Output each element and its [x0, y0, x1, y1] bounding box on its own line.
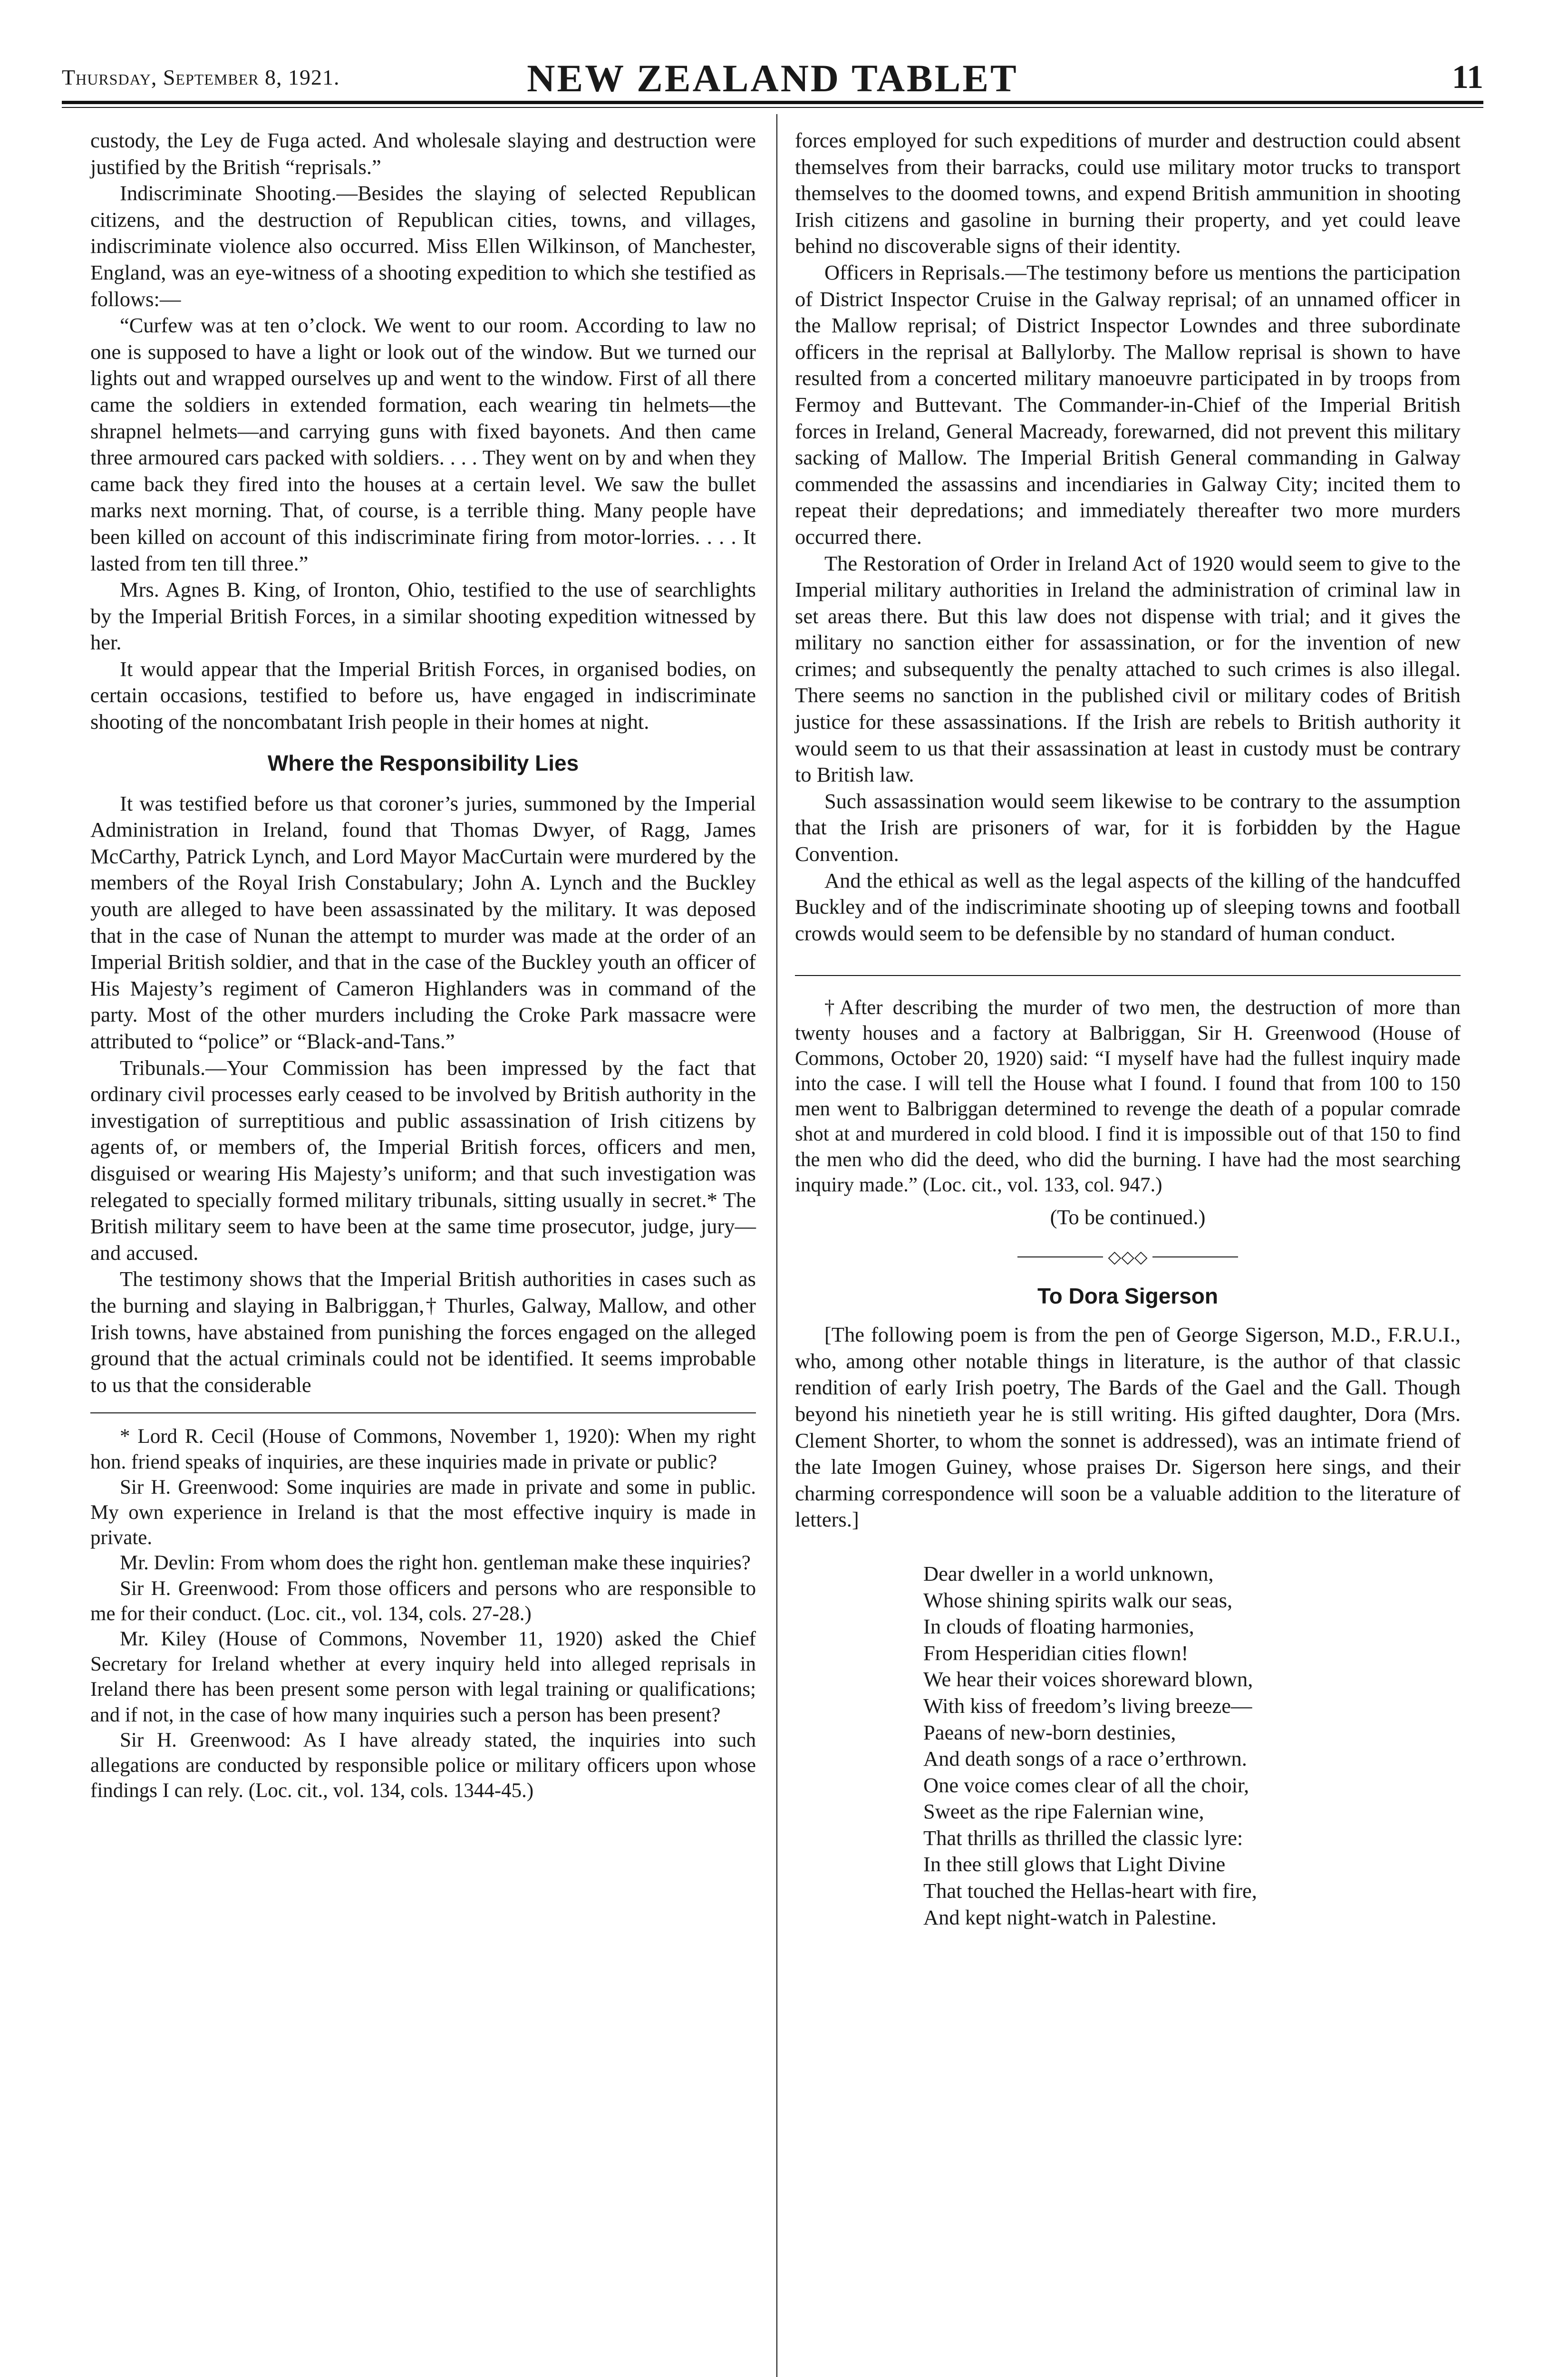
footnote: Mr. Kiley (House of Commons, November 11, 1920) asked the Chief Secretary for Ireland whether at every inquiry held into alleged reprisals in Ireland there has been present some person with legal training or qualifications; and if not, in the case of how many inquiries such a person has been present? — [90, 1627, 756, 1726]
left-paragraph: Mrs. Agnes B. King, of Ironton, Ohio, testified to the use of searchlights by the Imperial British Forces, in a similar shooting expedition witnessed by her. — [90, 578, 756, 655]
footnote: Sir H. Greenwood: As I have already stated, the inquiries into such allegations are conducted by responsible police or military officers upon whose findings I can rely. (Loc. cit., vol. 134, cols. 1344-45.) — [90, 1729, 756, 1802]
right-paragraph: The Restoration of Order in Ireland Act of 1920 would seem to give to the Imperial military authorities in Ireland the administration of criminal law in set areas there. But this law does not dispense with trial; and it gives the military no sanction either for assassination, or for the invention of new crimes; and subsequently the penalty attached to such crimes is also illegal. There seems no sanction in the published civil or military codes of British justice for these assassinations. If the Irish are rebels to British authority it would seem to us that their assassination at least in custody must be contrary to British law. — [795, 551, 1461, 787]
poem-line: In clouds of floating harmonies, — [923, 1614, 1194, 1639]
ornament-line — [1152, 1256, 1238, 1257]
continued-note: (To be continued.) — [1050, 1205, 1206, 1229]
left-paragraph: It was testified before us that coroner’s juries, summoned by the Imperial Administration in Ireland, found that Thomas Dwyer, of Ragg, James McCarthy, Patrick Lynch, and Lord Mayor MacCurtain were murdered by the members of the Royal Irish Constabulary; John A. Lynch and the Buckley youth are alleged to have been assassinated by the military. It was deposed that in the case of Nunan the attempt to murder was made at the order of an Imperial British soldier, and that in the case of the Buckley youth an officer of His Majesty’s regiment of Cameron Highlanders was in command of the party. Most of the other murders including the Croke Park massacre were attributed to “police” or “Black-and-Tans.” — [90, 791, 756, 1053]
quote-paragraph: “Curfew was at ten o’clock. We went to our room. According to law no one is supposed to have a light or look out of the window. But we turned our lights out and wrapped ourselves up and went to the window. First of all there came the soldiers in extended formation, each wearing tin helmets—the shrapnel helmets—and carrying guns with fixed bayonets. And then came three armoured cars packed with soldiers. . . . They went on by and when they came back they fired into the houses at a certain level. We saw the bullet marks next morning. That, of course, is a terrible thing. Many people have been killed on account of this indiscriminate firing from motor-lorries. . . . It lasted from ten till three.” — [90, 313, 756, 575]
ornament-line — [1017, 1256, 1103, 1257]
right-column — [795, 127, 1461, 1931]
ornament-divider — [795, 1242, 1461, 1271]
left-paragraph: Tribunals.—Your Commission has been impressed by the fact that ordinary civil processes early ceased to be involved by British authority in the investigation of surreptitious and public assassination of Irish citizens by agents of, or members of, the Imperial British forces, officers and men, disguised or wearing His Majesty’s uniform; and that such investigation was relegated to specially formed military tribunals, sitting usually in secret.* The British military seem to have been at the same time prosecutor, judge, jury—and accused. — [90, 1055, 756, 1265]
poem-line: We hear their voices shoreward blown, — [923, 1667, 1253, 1691]
masthead — [62, 56, 1483, 99]
footnote-rule — [795, 975, 1461, 976]
right-paragraph: And the ethical as well as the legal aspects of the killing of the handcuffed Buckley and of the indiscriminate shooting up of sleeping towns and football crowds would seem to be defensible by no standard of human conduct. — [795, 868, 1461, 945]
issue-date: Thursday, September 8, 1921. — [62, 65, 340, 89]
poem-intro: [The following poem is from the pen of George Sigerson, M.D., F.R.U.I., who, among other notable things in literature, is the author of that classic rendition of early Irish poetry, The Bards of the Gael and the Gall. Though beyond his ninetieth year he is still writing. His gifted daughter, Dora (Mrs. Clement Shorter, to whom the sonnet is addressed), was an intimate friend of the late Imogen Guiney, whose praises Dr. Sigerson here sings, and their charming correspondence will soon be a valuable addition to the literature of letters.] — [795, 1323, 1461, 1532]
left-paragraph: custody, the Ley de Fuga acted. And wholesale slaying and destruction were justified by the British “reprisals.” — [90, 128, 756, 179]
page-number: 11 — [1452, 59, 1483, 96]
left-paragraph: It would appear that the Imperial British Forces, in organised bodies, on certain occasions, testified to before us, have engaged in indiscriminate shooting of the noncombatant Irish people in their homes at night. — [90, 657, 756, 734]
poem-line: With kiss of freedom’s living breeze— — [923, 1693, 1252, 1718]
header-rule-thick — [62, 101, 1483, 104]
footnote-rule — [90, 1412, 756, 1413]
poem-line: Sweet as the ripe Falernian wine, — [923, 1799, 1204, 1824]
poem-line: And death songs of a race o’erthrown. — [923, 1747, 1247, 1771]
right-paragraph: Officers in Reprisals.—The testimony before us mentions the participation of District Inspector Cruise in the Galway reprisal; of an unnamed officer in the Mallow reprisal; of District Inspector Lowndes and three subordinate officers in the reprisal at Ballylorby. The Mallow reprisal is shown to have resulted from a concerted military manoeuvre participated in by troops from Fermoy and Buttevant. The Commander-in-Chief of the Imperial British forces in Ireland, General Macready, forewarned, did not prevent this military sacking of Mallow. The Imperial British General commanding in Galway commended the assassins and incendiaries in Galway City; incited them to repeat their depredations; and immediately thereafter two more murders occurred there. — [795, 260, 1461, 549]
footnote: * Lord R. Cecil (House of Commons, November 1, 1920): When my right hon. friend speaks of inquiries, are these inquiries made in private or public? — [90, 1425, 756, 1473]
footnote: Sir H. Greenwood: From those officers and persons who are responsible to me for their conduct. (Loc. cit., vol. 134, cols. 27-28.) — [90, 1577, 756, 1625]
footnote: †After describing the murder of two men, the destruction of more than twenty houses and a factory at Balbriggan, Sir H. Greenwood (House of Commons, October 20, 1920) said: “I myself have had the fullest inquiry made into the case. I will tell the House what I found. I found that from 100 to 150 men went to Balbriggan determined to revenge the death of a popular comrade shot at and murdered in cold blood. I find it is impossible out of that 150 to find the men who did the deed, who did the burning. I have had the most searching inquiry made.” (Loc. cit., vol. 133, col. 947.) — [795, 996, 1461, 1196]
poem-line: In thee still glows that Light Divine — [923, 1852, 1226, 1876]
poem-line: From Hesperidian cities flown! — [923, 1641, 1189, 1665]
right-paragraph: forces employed for such expeditions of murder and destruction could absent themselves from their barracks, could use military motor trucks to transport themselves to the doomed towns, and expend British ammunition in shooting Irish citizens and gasoline in burning their property, and yet could leave behind no discoverable signs of their identity. — [795, 128, 1461, 258]
left-paragraph: Indiscriminate Shooting.—Besides the slaying of selected Republican citizens, and the destruction of Republican cities, towns, and villages, indiscriminate violence also occurred. Miss Ellen Wilkinson, of Manchester, England, was an eye-witness of a shooting expedition to which she testified as follows:— — [90, 181, 756, 311]
left-paragraph: The testimony shows that the Imperial British authorities in cases such as the burning and slaying in Balbriggan,† Thurles, Galway, Mallow, and other Irish towns, have abstained from punishing the forces engaged on the alleged ground that the actual criminals could not be identified. It seems improbable to us that the considerable — [90, 1267, 756, 1397]
poem-heading: To Dora Sigerson — [1037, 1284, 1218, 1309]
poem-line: That touched the Hellas-heart with fire, — [923, 1879, 1257, 1903]
newspaper-title: NEW ZEALAND TABLET — [527, 57, 1018, 100]
diamond-ornament-icon: ◇◇◇ — [1108, 1247, 1148, 1266]
poem-line: That thrills as thrilled the classic lyre: — [923, 1826, 1243, 1850]
poem — [923, 1561, 1461, 1931]
footnote: Sir H. Greenwood: Some inquiries are made in private and some in public. My own experience in Ireland is that the most effective inquiry is made in private. — [90, 1476, 756, 1549]
poem-line: And kept night-watch in Palestine. — [923, 1905, 1217, 1929]
poem-line: One voice comes clear of all the choir, — [923, 1773, 1249, 1797]
right-paragraph: Such assassination would seem likewise to be contrary to the assumption that the Irish are prisoners of war, for it is forbidden by the Hague Convention. — [795, 789, 1461, 866]
poem-line: Whose shining spirits walk our seas, — [923, 1588, 1233, 1612]
left-column — [90, 127, 756, 1803]
poem-line: Paeans of new-born destinies, — [923, 1720, 1176, 1744]
footnote: Mr. Devlin: From whom does the right hon. gentleman make these inquiries? — [120, 1552, 751, 1575]
poem-line: Dear dweller in a world unknown, — [923, 1561, 1214, 1585]
footnote-balbriggan — [795, 995, 1461, 1198]
footnotes — [90, 1424, 756, 1803]
column-divider — [776, 114, 777, 2377]
header-rule-thin — [62, 107, 1483, 108]
section-heading: Where the Responsibility Lies — [267, 750, 579, 775]
